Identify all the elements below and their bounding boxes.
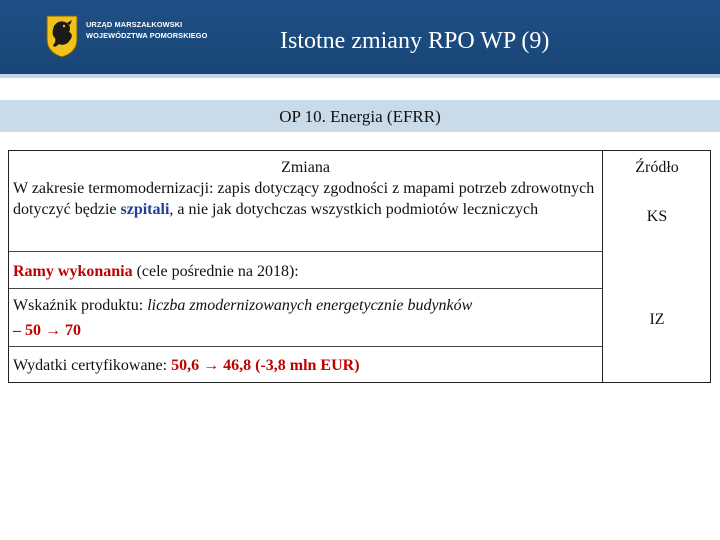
- row2-label-rest: (cele pośrednie na 2018):: [132, 263, 299, 280]
- section-title: OP 10. Energia (EFRR): [279, 107, 441, 126]
- row-divider: [9, 346, 602, 347]
- header-band: [0, 0, 720, 78]
- header-change: Zmiana: [281, 159, 330, 176]
- row-wydatki: [13, 356, 598, 377]
- row-ramy-wykonania: [13, 262, 598, 283]
- row3-text-plain: Wskaźnik produktu:: [13, 297, 148, 314]
- row1-source: KS: [646, 208, 668, 225]
- row1-highlight: szpitali: [120, 200, 170, 218]
- header-stripe: [0, 74, 720, 78]
- row1-text-before: W zakresie termomodernizacji: zapis dotyczący zgodności z mapami potrzeb zdrowotnych dotyczyć będzie: [13, 180, 595, 218]
- slide-title: Istotne zmiany RPO WP (9): [280, 28, 550, 54]
- row4-text-plain: Wydatki certyfikowane:: [13, 357, 172, 374]
- row4-value: 50,6 → 46,8 (-3,8 mln EUR): [171, 357, 360, 374]
- griffin-crest-icon: [45, 14, 79, 58]
- row-divider: [9, 251, 602, 252]
- changes-table: [8, 150, 711, 383]
- row2-label-red: Ramy wykonania: [13, 263, 133, 280]
- column-divider: [602, 151, 603, 382]
- row-wskaznik-produktu: [13, 296, 598, 341]
- org-line-1: URZĄD MARSZAŁKOWSKI: [86, 20, 183, 29]
- organization-name: [86, 19, 208, 41]
- row-termomodernizacja: [13, 179, 598, 220]
- header-source: Źródło: [635, 159, 679, 176]
- row1-text-after: , a nie jak dotychczas wszystkich podmiotów leczniczych: [169, 200, 539, 218]
- row3-source: IZ: [649, 311, 665, 328]
- row-divider: [9, 288, 602, 289]
- row3-value: – 50 → 70: [13, 321, 81, 339]
- row3-text-italic: liczba zmodernizowanych energetycznie budynków: [147, 297, 473, 314]
- org-line-2: WOJEWÓDZTWA POMORSKIEGO: [86, 31, 208, 40]
